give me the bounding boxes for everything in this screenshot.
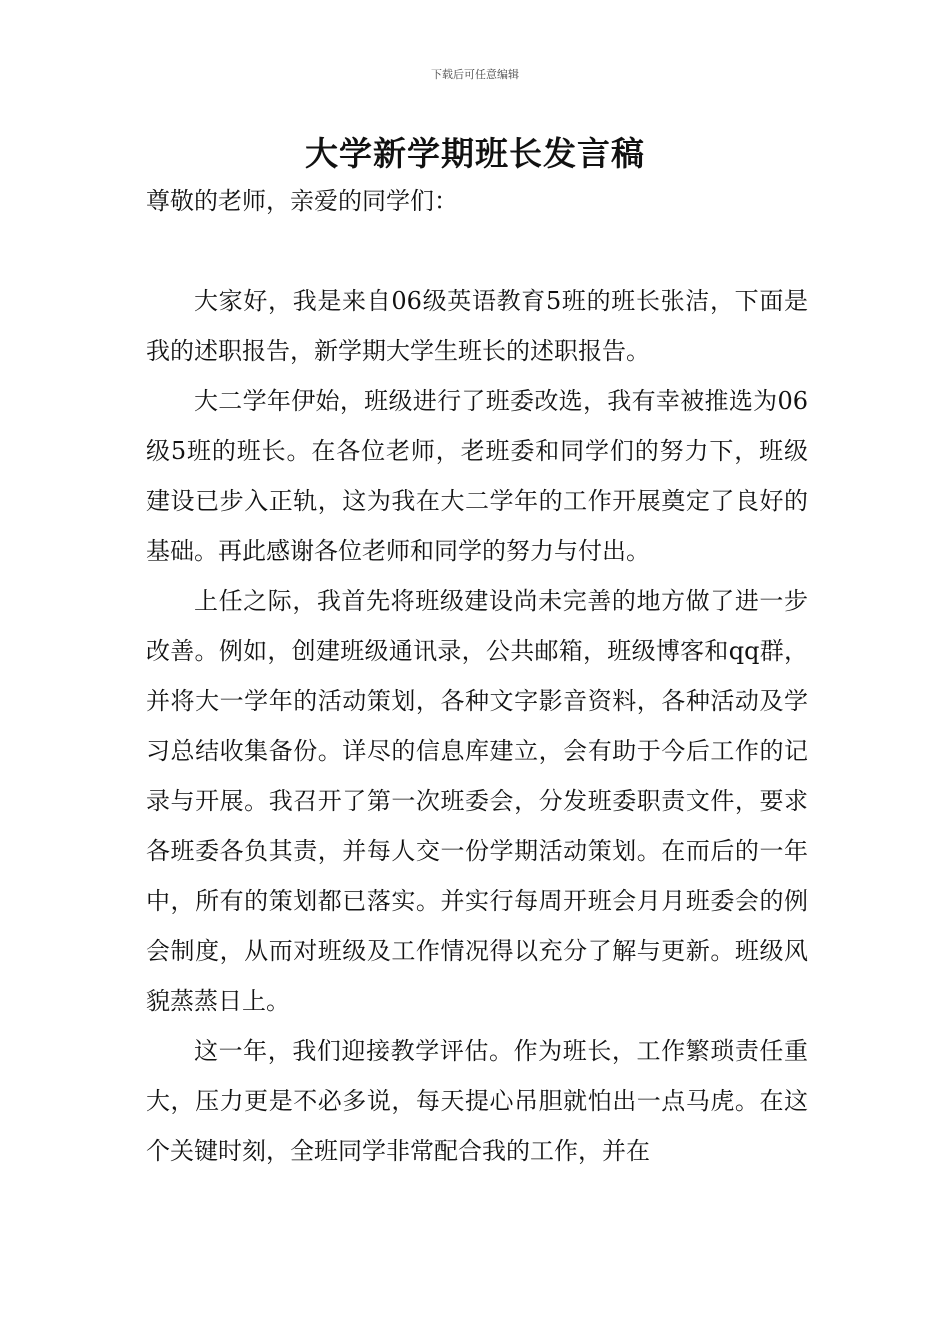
header-note: 下载后可任意编辑 [431,68,519,81]
document-title: 大学新学期班长发言稿 [305,134,645,173]
paragraph-1: 大家好，我是来自06级英语教育5班的班长张洁，下面是我的述职报告，新学期大学生班长的述职报告。 [146,287,808,365]
paragraph-4: 这一年，我们迎接教学评估。作为班长，工作繁琐责任重大，压力更是不必多说，每天提心吊胆就怕出一点马虎。在这个关键时刻，全班同学非常配合我的工作，并在 [146,1037,808,1165]
paragraph-2: 大二学年伊始，班级进行了班委改选，我有幸被推选为06级5班的班长。在各位老师，老班委和同学们的努力下，班级建设已步入正轨，这为我在大二学年的工作开展奠定了良好的基础。再此感谢各位老师和同学的努力与付出。 [146,387,808,565]
salutation: 尊敬的老师，亲爱的同学们： [146,187,458,215]
document-body [146,276,808,1176]
paragraph-3: 上任之际，我首先将班级建设尚未完善的地方做了进一步改善。例如，创建班级通讯录，公共邮箱，班级博客和qq群，并将大一学年的活动策划，各种文字影音资料，各种活动及学习总结收集备份。详尽的信息库建立，会有助于今后工作的记录与开展。我召开了第一次班委会，分发班委职责文件，要求各班委各负其责，并每人交一份学期活动策划。在而后的一年中，所有的策划都已落实。并实行每周开班会月月班委会的例会制度，从而对班级及工作情况得以充分了解与更新。班级风貌蒸蒸日上。 [146,587,808,1015]
